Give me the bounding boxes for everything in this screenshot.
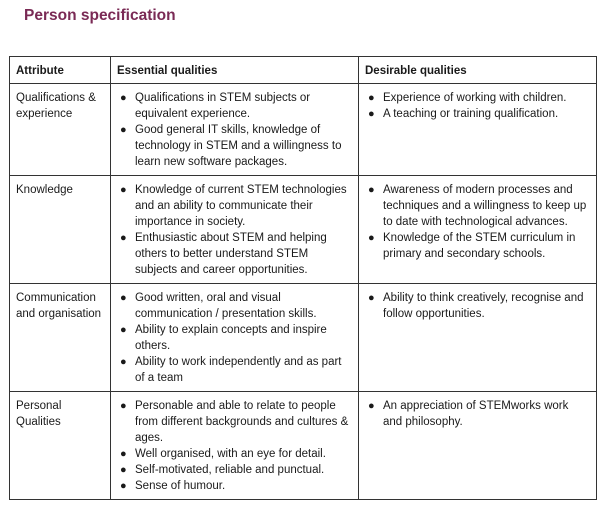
list-item-text: Good written, oral and visual communication / presentation skills. <box>135 292 317 320</box>
essential-cell <box>111 284 359 392</box>
bullet-icon: ● <box>120 448 127 460</box>
list-item-text: Knowledge of the STEM curriculum in primary and secondary schools. <box>383 232 576 260</box>
list-item <box>117 478 352 494</box>
list-item <box>365 182 590 230</box>
list-item <box>117 290 352 322</box>
bullet-icon: ● <box>120 400 127 412</box>
list-item <box>117 122 352 170</box>
list-item-text: Good general IT skills, knowledge of technology in STEM and a willingness to learn new software packages. <box>135 124 342 168</box>
list-item <box>365 90 590 106</box>
bullet-icon: ● <box>120 232 127 244</box>
attribute-cell: Knowledge <box>10 176 111 284</box>
list-item-text: Qualifications in STEM subjects or equivalent experience. <box>135 92 311 120</box>
essential-cell <box>111 176 359 284</box>
list-item <box>365 398 590 430</box>
table-row-communication <box>10 284 597 392</box>
list-item <box>117 230 352 278</box>
desirable-cell <box>359 176 597 284</box>
list-item <box>117 90 352 122</box>
desirable-list <box>365 290 590 322</box>
bullet-icon: ● <box>120 92 127 104</box>
list-item-text: Ability to explain concepts and inspire others. <box>135 324 327 352</box>
bullet-icon: ● <box>368 108 375 120</box>
bullet-icon: ● <box>368 184 375 196</box>
list-item <box>365 290 590 322</box>
list-item-text: Ability to work independently and as part of a team <box>135 356 342 384</box>
list-item-text: Experience of working with children. <box>383 92 567 104</box>
bullet-icon: ● <box>368 292 375 304</box>
header-essential: Essential qualities <box>111 57 359 84</box>
header-attribute: Attribute <box>10 57 111 84</box>
list-item-text: Ability to think creatively, recognise and follow opportunities. <box>383 292 584 320</box>
table-row-personal-qualities <box>10 392 597 500</box>
desirable-list <box>365 398 590 430</box>
page-title: Person specification <box>24 7 176 24</box>
bullet-icon: ● <box>120 124 127 136</box>
table-header-row <box>10 57 597 84</box>
bullet-icon: ● <box>120 292 127 304</box>
list-item <box>117 446 352 462</box>
list-item <box>117 322 352 354</box>
bullet-icon: ● <box>120 480 127 492</box>
desirable-cell <box>359 284 597 392</box>
essential-cell <box>111 84 359 176</box>
attribute-cell: Qualifications & experience <box>10 84 111 176</box>
list-item-text: Enthusiastic about STEM and helping others to better understand STEM subjects and career opportunities. <box>135 232 327 276</box>
essential-list <box>117 90 352 170</box>
header-desirable: Desirable qualities <box>359 57 597 84</box>
list-item-text: Awareness of modern processes and techniques and a willingness to keep up to date with technological advances. <box>383 184 587 228</box>
attribute-cell: Personal Qualities <box>10 392 111 500</box>
list-item-text: Well organised, with an eye for detail. <box>135 448 326 460</box>
desirable-cell <box>359 392 597 500</box>
list-item <box>117 462 352 478</box>
bullet-icon: ● <box>120 464 127 476</box>
attribute-cell: Communication and organisation <box>10 284 111 392</box>
list-item <box>365 106 590 122</box>
list-item <box>117 182 352 230</box>
desirable-list <box>365 182 590 262</box>
list-item-text: Personable and able to relate to people from different backgrounds and cultures & ages. <box>135 400 349 444</box>
list-item <box>365 230 590 262</box>
table-row-knowledge <box>10 176 597 284</box>
bullet-icon: ● <box>120 356 127 368</box>
list-item-text: Self-motivated, reliable and punctual. <box>135 464 325 476</box>
list-item <box>117 398 352 446</box>
bullet-icon: ● <box>120 184 127 196</box>
bullet-icon: ● <box>368 232 375 244</box>
person-specification-table <box>9 56 597 500</box>
list-item-text: An appreciation of STEMworks work and philosophy. <box>383 400 569 428</box>
bullet-icon: ● <box>368 400 375 412</box>
list-item-text: Knowledge of current STEM technologies and an ability to communicate their importance in society. <box>135 184 347 228</box>
essential-cell <box>111 392 359 500</box>
bullet-icon: ● <box>120 324 127 336</box>
essential-list <box>117 182 352 278</box>
essential-list <box>117 398 352 494</box>
table-row-qualifications <box>10 84 597 176</box>
essential-list <box>117 290 352 386</box>
desirable-list <box>365 90 590 122</box>
list-item-text: Sense of humour. <box>135 480 226 492</box>
bullet-icon: ● <box>368 92 375 104</box>
list-item-text: A teaching or training qualification. <box>383 108 559 120</box>
list-item <box>117 354 352 386</box>
desirable-cell <box>359 84 597 176</box>
